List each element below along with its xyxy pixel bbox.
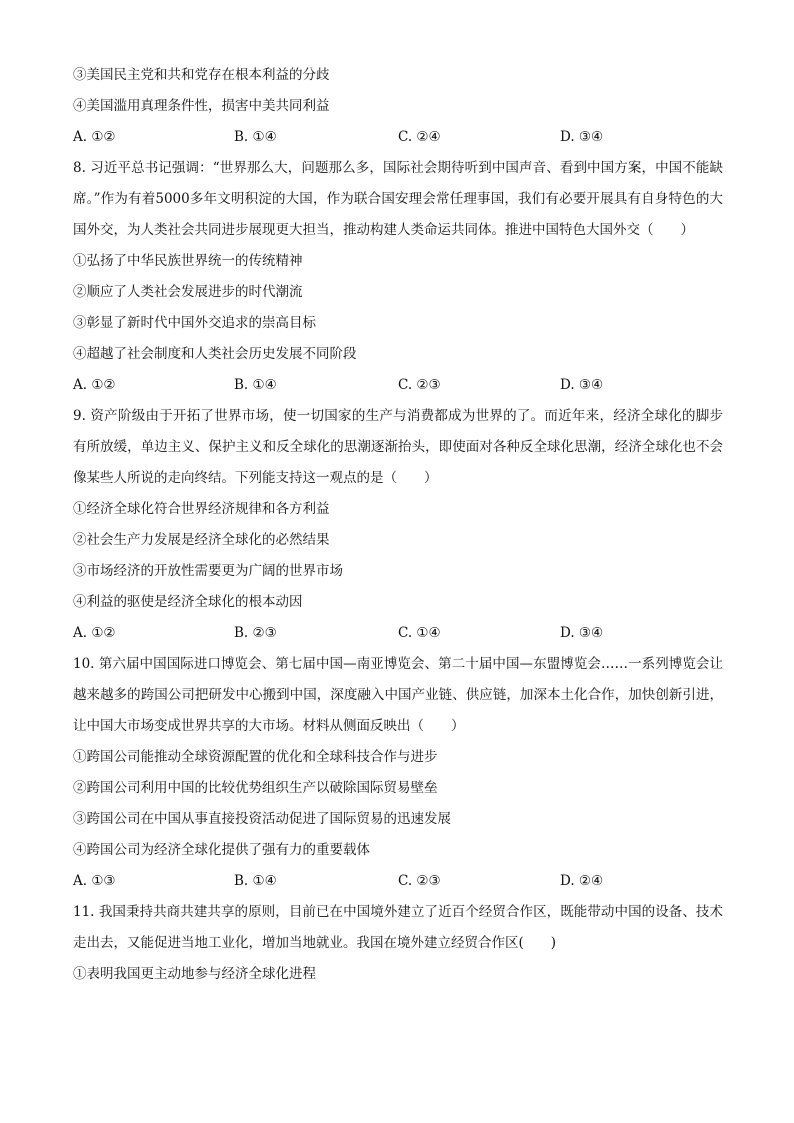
option-a: A. ①②	[73, 377, 116, 393]
question-9-stem: 9. 资产阶级由于开拓了世界市场，使一切国家的生产与消费都成为世界的了。而近年来，经济全球化的脚步有所放缓，单边主义、保护主义和反全球化的思潮逐渐抬头，即使面对各种反全球化思潮，经济全球化也不会像某些人所说的走向终结。下列能支持这一观点的是（ ）	[73, 408, 723, 486]
question-10-item: ④跨国公司为经济全球化提供了强有力的重要载体	[73, 842, 370, 858]
question-10-options	[73, 866, 723, 897]
option-d: D. ②④	[560, 873, 604, 889]
option-c: C. ②③	[398, 873, 441, 889]
option-b: B. ①④	[234, 873, 277, 889]
lead-options	[73, 122, 723, 153]
lead-item: ③美国民主党和共和党存在根本利益的分歧	[73, 67, 330, 83]
lead-item: ④美国滥用真理条件性，损害中美共同利益	[73, 98, 330, 114]
question-9-item: ③市场经济的开放性需要更为广阔的世界市场	[73, 563, 343, 579]
question-8-item: ④超越了社会制度和人类社会历史发展不同阶段	[73, 346, 357, 362]
question-8-item: ②顺应了人类社会发展进步的时代潮流	[73, 284, 303, 300]
question-8-stem: 8. 习近平总书记强调：“世界那么大，问题那么多，国际社会期待听到中国声音、看到中国方案，中国不能缺席。”作为有着5000多年文明积淀的大国，作为联合国安理会常任理事国，我们有必要开展具有自身特色的大国外交，为人类社会共同进步展现更大担当，推动构建人类命运共同体。推进中国特色大国外交（ ）	[73, 160, 723, 238]
option-c: C. ②④	[398, 129, 441, 145]
exam-page	[73, 60, 723, 990]
option-b: B. ①④	[234, 129, 277, 145]
option-a: A. ①②	[73, 625, 116, 641]
question-9-item: ④利益的驱使是经济全球化的根本动因	[73, 594, 303, 610]
question-9-options	[73, 618, 723, 649]
question-10-item: ①跨国公司能推动全球资源配置的优化和全球科技合作与进步	[73, 749, 438, 765]
question-10-item: ②跨国公司利用中国的比较优势组织生产以破除国际贸易壁垒	[73, 780, 438, 796]
option-d: D. ③④	[560, 625, 604, 641]
question-11-stem: 11. 我国秉持共商共建共享的原则，目前已在中国境外建立了近百个经贸合作区，既能带动中国的设备、技术走出去，又能促进当地工业化，增加当地就业。我国在境外建立经贸合作区( )	[73, 904, 723, 951]
option-d: D. ③④	[560, 129, 604, 145]
option-c: C. ①④	[398, 625, 441, 641]
option-b: B. ①④	[234, 377, 277, 393]
question-11-item: ①表明我国更主动地参与经济全球化进程	[73, 966, 316, 982]
question-9-item: ①经济全球化符合世界经济规律和各方利益	[73, 501, 330, 517]
question-8-item: ①弘扬了中华民族世界统一的传统精神	[73, 253, 303, 269]
option-c: C. ②③	[398, 377, 441, 393]
question-8-options	[73, 370, 723, 401]
question-10-stem: 10. 第六届中国国际进口博览会、第七届中国—南亚博览会、第二十届中国—东盟博览会……一系列博览会让越来越多的跨国公司把研发中心搬到中国，深度融入中国产业链、供应链，加深本土化合作，加快创新引进，让中国大市场变成世界共享的大市场。材料从侧面反映出（ ）	[73, 656, 723, 734]
option-a: A. ①②	[73, 129, 116, 145]
question-9-item: ②社会生产力发展是经济全球化的必然结果	[73, 532, 330, 548]
question-8-item: ③彰显了新时代中国外交追求的崇高目标	[73, 315, 316, 331]
option-a: A. ①③	[73, 873, 116, 889]
option-d: D. ③④	[560, 377, 604, 393]
option-b: B. ②③	[234, 625, 277, 641]
question-10-item: ③跨国公司在中国从事直接投资活动促进了国际贸易的迅速发展	[73, 811, 451, 827]
